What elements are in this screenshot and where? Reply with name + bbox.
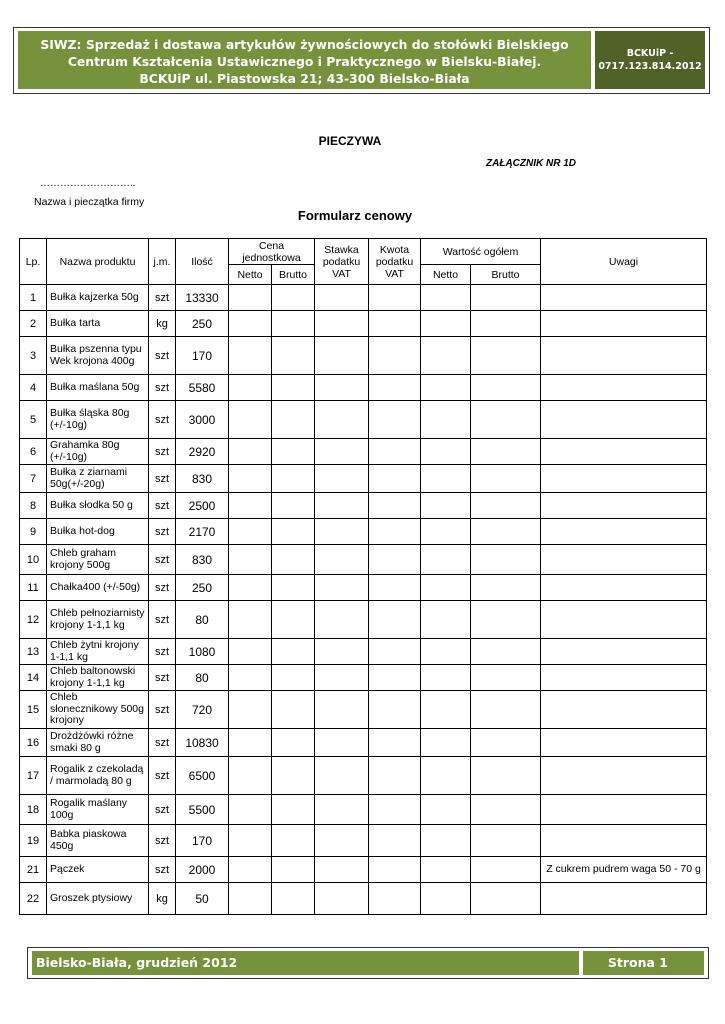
row-notes: [541, 639, 707, 665]
table-row: [20, 665, 707, 691]
row-qty: 170: [176, 825, 229, 857]
row-name: Bułka hot-dog: [47, 519, 149, 545]
header-side-line-1: BCKUiP -: [626, 48, 674, 59]
row-unit-price-netto: [229, 883, 272, 915]
row-unit-price-netto: [229, 337, 272, 375]
row-qty: 6500: [176, 757, 229, 795]
row-total-netto: [421, 465, 471, 493]
table-row: [20, 439, 707, 465]
row-unit: szt: [149, 545, 176, 575]
row-unit-price-netto: [229, 375, 272, 401]
row-vat-amount: [369, 401, 421, 439]
table-row: [20, 519, 707, 545]
row-unit-price-brutto: [272, 519, 315, 545]
table-row: [20, 639, 707, 665]
row-unit-price-netto: [229, 691, 272, 729]
row-name: Chleb graham krojony 500g: [47, 545, 149, 575]
row-vat-rate: [315, 545, 369, 575]
row-unit: szt: [149, 857, 176, 883]
row-total-netto: [421, 575, 471, 601]
header-total-brutto: Brutto: [471, 265, 541, 285]
row-lp: 19: [20, 825, 47, 857]
row-total-netto: [421, 311, 471, 337]
table-row: [20, 575, 707, 601]
row-lp: 4: [20, 375, 47, 401]
row-vat-rate: [315, 575, 369, 601]
row-name: Bułka kajzerka 50g: [47, 285, 149, 311]
footer-page-number: Strona 1: [583, 951, 704, 975]
row-notes: [541, 519, 707, 545]
table-row: [20, 729, 707, 757]
row-notes: [541, 375, 707, 401]
header-total-netto: Netto: [421, 265, 471, 285]
row-unit-price-netto: [229, 439, 272, 465]
table-row: [20, 465, 707, 493]
row-unit-price-netto: [229, 795, 272, 825]
row-qty: 50: [176, 883, 229, 915]
row-name: Bułka z ziarnami 50g(+/-20g): [47, 465, 149, 493]
row-total-brutto: [471, 375, 541, 401]
row-vat-amount: [369, 883, 421, 915]
row-total-brutto: [471, 757, 541, 795]
price-table: [19, 238, 707, 915]
row-unit-price-netto: [229, 311, 272, 337]
row-total-netto: [421, 439, 471, 465]
row-qty: 720: [176, 691, 229, 729]
row-vat-amount: [369, 691, 421, 729]
row-lp: 10: [20, 545, 47, 575]
row-notes: [541, 401, 707, 439]
row-total-netto: [421, 883, 471, 915]
row-notes: [541, 545, 707, 575]
header-unit-price-netto: Netto: [229, 265, 272, 285]
table-row: [20, 545, 707, 575]
row-total-brutto: [471, 311, 541, 337]
row-notes: [541, 439, 707, 465]
row-vat-rate: [315, 311, 369, 337]
row-qty: 80: [176, 601, 229, 639]
table-row: [20, 857, 707, 883]
row-unit: szt: [149, 575, 176, 601]
row-vat-rate: [315, 825, 369, 857]
row-name: Bułka śląska 80g (+/-10g): [47, 401, 149, 439]
row-total-netto: [421, 519, 471, 545]
row-unit-price-brutto: [272, 639, 315, 665]
row-total-netto: [421, 375, 471, 401]
row-total-brutto: [471, 857, 541, 883]
row-lp: 15: [20, 691, 47, 729]
row-lp: 5: [20, 401, 47, 439]
footer-place-date: Bielsko-Biała, grudzień 2012: [32, 951, 579, 975]
row-notes: [541, 493, 707, 519]
row-unit-price-brutto: [272, 545, 315, 575]
row-name: Drożdżówki różne smaki 80 g: [47, 729, 149, 757]
row-total-brutto: [471, 545, 541, 575]
row-name: Groszek ptysiowy: [47, 883, 149, 915]
row-total-netto: [421, 401, 471, 439]
table-row: [20, 493, 707, 519]
row-notes: Z cukrem pudrem waga 50 - 70 g: [541, 857, 707, 883]
row-lp: 2: [20, 311, 47, 337]
header-unit: j.m.: [149, 239, 176, 285]
row-unit-price-brutto: [272, 825, 315, 857]
row-vat-amount: [369, 493, 421, 519]
row-qty: 5580: [176, 375, 229, 401]
row-unit: szt: [149, 601, 176, 639]
header-notes: Uwagi: [541, 239, 707, 285]
row-unit: szt: [149, 729, 176, 757]
header-line-3: BCKUiP ul. Piastowska 21; 43-300 Bielsko-Biała: [139, 71, 470, 86]
row-unit-price-netto: [229, 665, 272, 691]
row-qty: 170: [176, 337, 229, 375]
row-vat-amount: [369, 757, 421, 795]
row-vat-amount: [369, 795, 421, 825]
row-unit-price-brutto: [272, 795, 315, 825]
row-notes: [541, 757, 707, 795]
row-vat-rate: [315, 465, 369, 493]
row-qty: 2500: [176, 493, 229, 519]
row-notes: [541, 575, 707, 601]
row-qty: 13330: [176, 285, 229, 311]
row-qty: 830: [176, 545, 229, 575]
row-unit-price-netto: [229, 285, 272, 311]
row-vat-amount: [369, 545, 421, 575]
row-unit: szt: [149, 757, 176, 795]
row-lp: 7: [20, 465, 47, 493]
row-lp: 18: [20, 795, 47, 825]
row-qty: 250: [176, 575, 229, 601]
row-qty: 3000: [176, 401, 229, 439]
row-lp: 17: [20, 757, 47, 795]
row-qty: 1080: [176, 639, 229, 665]
row-unit: szt: [149, 519, 176, 545]
row-vat-rate: [315, 795, 369, 825]
row-unit: szt: [149, 285, 176, 311]
row-name: Bułka maślana 50g: [47, 375, 149, 401]
row-unit: szt: [149, 375, 176, 401]
row-vat-rate: [315, 729, 369, 757]
row-vat-rate: [315, 375, 369, 401]
row-unit-price-brutto: [272, 757, 315, 795]
row-vat-rate: [315, 519, 369, 545]
row-lp: 8: [20, 493, 47, 519]
row-lp: 11: [20, 575, 47, 601]
header-unit-price: Cena jednostkowa: [229, 239, 315, 265]
row-unit-price-brutto: [272, 401, 315, 439]
row-unit-price-brutto: [272, 337, 315, 375]
row-total-netto: [421, 545, 471, 575]
row-vat-rate: [315, 883, 369, 915]
row-lp: 3: [20, 337, 47, 375]
row-unit: szt: [149, 825, 176, 857]
row-lp: 6: [20, 439, 47, 465]
row-total-brutto: [471, 691, 541, 729]
row-lp: 1: [20, 285, 47, 311]
row-notes: [541, 795, 707, 825]
row-total-netto: [421, 795, 471, 825]
row-name: Chleb żytni krojony 1-1,1 kg: [47, 639, 149, 665]
row-notes: [541, 311, 707, 337]
row-total-netto: [421, 285, 471, 311]
row-vat-amount: [369, 375, 421, 401]
row-qty: 80: [176, 665, 229, 691]
header-unit-price-brutto: Brutto: [272, 265, 315, 285]
row-unit-price-netto: [229, 519, 272, 545]
row-vat-amount: [369, 285, 421, 311]
row-unit-price-brutto: [272, 439, 315, 465]
row-name: Rogalik z czekoladą / marmoladą 80 g: [47, 757, 149, 795]
row-vat-amount: [369, 601, 421, 639]
row-qty: 830: [176, 465, 229, 493]
row-name: Bułka słodka 50 g: [47, 493, 149, 519]
company-signature-line: ………………………..: [40, 178, 136, 189]
row-notes: [541, 691, 707, 729]
row-unit-price-netto: [229, 575, 272, 601]
row-total-brutto: [471, 493, 541, 519]
row-name: Rogalik maślany 100g: [47, 795, 149, 825]
row-vat-amount: [369, 519, 421, 545]
header-total: Wartość ogółem: [421, 239, 541, 265]
row-name: Pączek: [47, 857, 149, 883]
row-unit: szt: [149, 493, 176, 519]
row-unit-price-netto: [229, 465, 272, 493]
row-unit-price-brutto: [272, 493, 315, 519]
company-label: Nazwa i pieczątka firmy: [34, 196, 145, 208]
row-unit-price-brutto: [272, 465, 315, 493]
row-total-netto: [421, 757, 471, 795]
row-unit-price-brutto: [272, 601, 315, 639]
header-reference-block: [595, 31, 705, 89]
row-vat-amount: [369, 311, 421, 337]
row-qty: 5500: [176, 795, 229, 825]
header-title-block: [18, 31, 591, 89]
row-vat-amount: [369, 337, 421, 375]
row-vat-rate: [315, 493, 369, 519]
table-row: [20, 883, 707, 915]
row-lp: 12: [20, 601, 47, 639]
row-total-brutto: [471, 401, 541, 439]
row-vat-rate: [315, 665, 369, 691]
row-unit-price-brutto: [272, 311, 315, 337]
header-vat-rate: Stawka podatku VAT: [315, 239, 369, 285]
row-unit-price-brutto: [272, 691, 315, 729]
row-total-brutto: [471, 519, 541, 545]
table-row: [20, 337, 707, 375]
row-vat-amount: [369, 465, 421, 493]
row-notes: [541, 601, 707, 639]
row-unit-price-netto: [229, 493, 272, 519]
row-notes: [541, 465, 707, 493]
row-total-brutto: [471, 883, 541, 915]
row-vat-amount: [369, 857, 421, 883]
table-row: [20, 601, 707, 639]
row-total-netto: [421, 601, 471, 639]
row-name: Chleb słonecznikowy 500g krojony: [47, 691, 149, 729]
row-unit-price-brutto: [272, 883, 315, 915]
header-qty: Ilość: [176, 239, 229, 285]
document-header: [13, 27, 710, 94]
row-total-brutto: [471, 601, 541, 639]
row-name: Chleb pełnoziarnisty krojony 1-1,1 kg: [47, 601, 149, 639]
attachment-label: ZAŁĄCZNIK NR 1D: [486, 158, 576, 169]
row-vat-rate: [315, 857, 369, 883]
row-name: Bułka pszenna typu Wek krojona 400g: [47, 337, 149, 375]
row-lp: 16: [20, 729, 47, 757]
row-unit-price-netto: [229, 857, 272, 883]
row-vat-amount: [369, 439, 421, 465]
row-total-netto: [421, 493, 471, 519]
row-total-brutto: [471, 729, 541, 757]
row-vat-amount: [369, 575, 421, 601]
row-vat-rate: [315, 401, 369, 439]
table-row: [20, 757, 707, 795]
row-vat-amount: [369, 729, 421, 757]
row-vat-rate: [315, 439, 369, 465]
row-unit: szt: [149, 639, 176, 665]
row-lp: 21: [20, 857, 47, 883]
table-row: [20, 375, 707, 401]
row-vat-rate: [315, 639, 369, 665]
row-name: Grahamka 80g (+/-10g): [47, 439, 149, 465]
row-qty: 10830: [176, 729, 229, 757]
row-unit-price-netto: [229, 601, 272, 639]
row-qty: 250: [176, 311, 229, 337]
row-notes: [541, 337, 707, 375]
row-vat-amount: [369, 665, 421, 691]
row-notes: [541, 285, 707, 311]
row-unit: szt: [149, 691, 176, 729]
row-unit-price-brutto: [272, 375, 315, 401]
header-line-1: SIWZ: Sprzedaż i dostawa artykułów żywnościowych do stołówki Bielskiego: [40, 37, 569, 52]
row-unit-price-netto: [229, 545, 272, 575]
row-lp: 22: [20, 883, 47, 915]
table-row: [20, 285, 707, 311]
row-unit-price-brutto: [272, 665, 315, 691]
row-total-brutto: [471, 439, 541, 465]
row-unit: szt: [149, 465, 176, 493]
row-total-netto: [421, 639, 471, 665]
header-lp: Lp.: [20, 239, 47, 285]
row-unit-price-netto: [229, 729, 272, 757]
row-unit-price-netto: [229, 757, 272, 795]
row-total-netto: [421, 691, 471, 729]
row-notes: [541, 825, 707, 857]
row-unit-price-brutto: [272, 285, 315, 311]
row-notes: [541, 883, 707, 915]
row-total-brutto: [471, 285, 541, 311]
row-vat-rate: [315, 601, 369, 639]
row-vat-amount: [369, 639, 421, 665]
row-unit: kg: [149, 311, 176, 337]
row-unit: szt: [149, 337, 176, 375]
table-row: [20, 825, 707, 857]
row-total-brutto: [471, 825, 541, 857]
row-total-netto: [421, 665, 471, 691]
row-notes: [541, 729, 707, 757]
row-unit: szt: [149, 665, 176, 691]
row-total-brutto: [471, 337, 541, 375]
row-vat-amount: [369, 825, 421, 857]
row-total-netto: [421, 857, 471, 883]
header-side-line-2: 0717.123.814.2012: [598, 61, 702, 72]
section-title: PIECZYWA: [318, 134, 382, 148]
row-qty: 2920: [176, 439, 229, 465]
row-notes: [541, 665, 707, 691]
table-row: [20, 401, 707, 439]
row-total-brutto: [471, 575, 541, 601]
row-total-brutto: [471, 639, 541, 665]
row-total-netto: [421, 337, 471, 375]
table-row: [20, 311, 707, 337]
row-unit-price-netto: [229, 825, 272, 857]
row-unit: kg: [149, 883, 176, 915]
document-footer: [27, 947, 709, 979]
row-unit: szt: [149, 439, 176, 465]
row-unit: szt: [149, 401, 176, 439]
row-unit-price-brutto: [272, 575, 315, 601]
row-name: Babka piaskowa 450g: [47, 825, 149, 857]
table-row: [20, 795, 707, 825]
header-name: Nazwa produktu: [47, 239, 149, 285]
row-unit-price-brutto: [272, 857, 315, 883]
form-title: Formularz cenowy: [297, 208, 413, 223]
row-qty: 2000: [176, 857, 229, 883]
row-total-brutto: [471, 795, 541, 825]
row-vat-rate: [315, 757, 369, 795]
row-lp: 9: [20, 519, 47, 545]
row-vat-rate: [315, 285, 369, 311]
header-vat-amount: Kwota podatku VAT: [369, 239, 421, 285]
row-unit-price-netto: [229, 639, 272, 665]
row-qty: 2170: [176, 519, 229, 545]
row-name: Chleb baltonowski krojony 1-1,1 kg: [47, 665, 149, 691]
table-row: [20, 691, 707, 729]
row-unit-price-brutto: [272, 729, 315, 757]
row-name: Bułka tarta: [47, 311, 149, 337]
row-total-netto: [421, 729, 471, 757]
row-unit: szt: [149, 795, 176, 825]
row-vat-rate: [315, 691, 369, 729]
row-unit-price-netto: [229, 401, 272, 439]
row-total-netto: [421, 825, 471, 857]
row-lp: 14: [20, 665, 47, 691]
row-total-brutto: [471, 665, 541, 691]
header-line-2: Centrum Kształcenia Ustawicznego i Praktycznego w Bielsku-Białej.: [67, 54, 542, 69]
row-lp: 13: [20, 639, 47, 665]
row-total-brutto: [471, 465, 541, 493]
row-vat-rate: [315, 337, 369, 375]
row-name: Chałka400 (+/-50g): [47, 575, 149, 601]
